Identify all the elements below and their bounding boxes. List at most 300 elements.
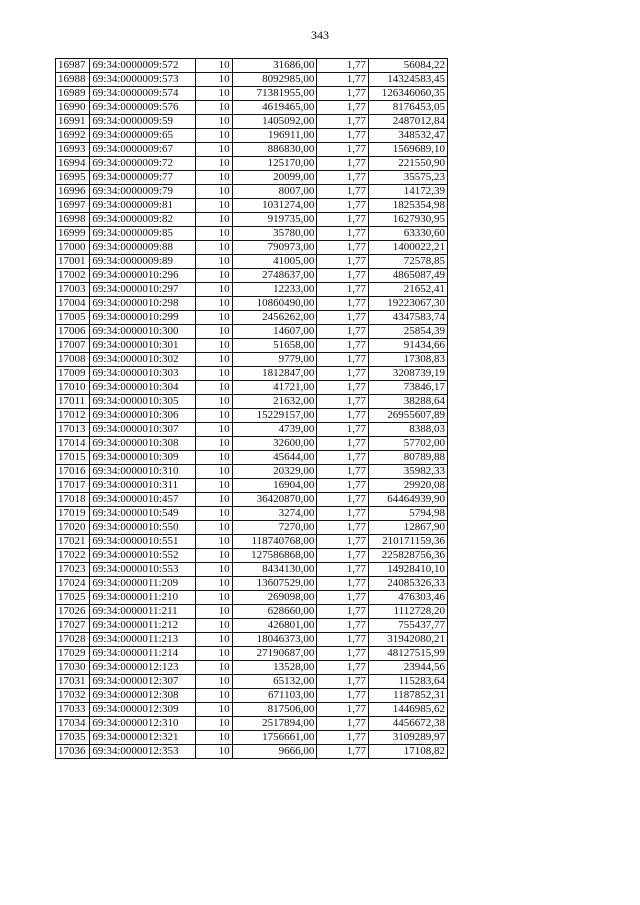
rate-cell: 10 (196, 241, 232, 255)
cadastral-number-cell: 69:34:0000010:457 (90, 493, 196, 507)
table-row (56, 493, 448, 507)
coefficient-cell: 1,77 (317, 199, 369, 213)
value-cell: 25854,39 (368, 325, 447, 339)
table-row (56, 675, 448, 689)
row-number-cell: 17027 (56, 619, 90, 633)
value-cell: 1627930,95 (368, 213, 447, 227)
cadastral-number-cell: 69:34:0000009:574 (90, 87, 196, 101)
value-cell: 3208739,19 (368, 367, 447, 381)
cadastral-number-cell: 69:34:0000010:306 (90, 409, 196, 423)
value-cell: 225828756,36 (368, 549, 447, 563)
coefficient-cell: 1,77 (317, 325, 369, 339)
area-cell: 20099,00 (232, 171, 317, 185)
value-cell: 4347583,74 (368, 311, 447, 325)
rate-cell: 10 (196, 157, 232, 171)
cadastral-number-cell: 69:34:0000010:298 (90, 297, 196, 311)
table-row (56, 717, 448, 731)
value-cell: 72578,85 (368, 255, 447, 269)
area-cell: 16904,00 (232, 479, 317, 493)
cadastral-number-cell: 69:34:0000010:302 (90, 353, 196, 367)
rate-cell: 10 (196, 521, 232, 535)
cadastral-number-cell: 69:34:0000009:72 (90, 157, 196, 171)
cadastral-number-cell: 69:34:0000011:212 (90, 619, 196, 633)
value-cell: 38288,64 (368, 395, 447, 409)
coefficient-cell: 1,77 (317, 339, 369, 353)
table-row (56, 311, 448, 325)
coefficient-cell: 1,77 (317, 437, 369, 451)
row-number-cell: 17004 (56, 297, 90, 311)
value-cell: 14324583,45 (368, 73, 447, 87)
coefficient-cell: 1,77 (317, 101, 369, 115)
table-row (56, 339, 448, 353)
row-number-cell: 17031 (56, 675, 90, 689)
table-row (56, 143, 448, 157)
area-cell: 9666,00 (232, 745, 317, 759)
row-number-cell: 16994 (56, 157, 90, 171)
row-number-cell: 17036 (56, 745, 90, 759)
rate-cell: 10 (196, 101, 232, 115)
rate-cell: 10 (196, 171, 232, 185)
table-row (56, 731, 448, 745)
cadastral-number-cell: 69:34:0000009:576 (90, 101, 196, 115)
value-cell: 5794,98 (368, 507, 447, 521)
row-number-cell: 17011 (56, 395, 90, 409)
value-cell: 4456672,38 (368, 717, 447, 731)
area-cell: 51658,00 (232, 339, 317, 353)
rate-cell: 10 (196, 395, 232, 409)
value-cell: 126346060,35 (368, 87, 447, 101)
value-cell: 17308,83 (368, 353, 447, 367)
table-row (56, 409, 448, 423)
coefficient-cell: 1,77 (317, 59, 369, 73)
coefficient-cell: 1,77 (317, 675, 369, 689)
table-row (56, 535, 448, 549)
rate-cell: 10 (196, 297, 232, 311)
rate-cell: 10 (196, 423, 232, 437)
table-row (56, 381, 448, 395)
row-number-cell: 16989 (56, 87, 90, 101)
row-number-cell: 17021 (56, 535, 90, 549)
value-cell: 3109289,97 (368, 731, 447, 745)
coefficient-cell: 1,77 (317, 297, 369, 311)
rate-cell: 10 (196, 213, 232, 227)
row-number-cell: 17020 (56, 521, 90, 535)
coefficient-cell: 1,77 (317, 703, 369, 717)
cadastral-number-cell: 69:34:0000010:297 (90, 283, 196, 297)
coefficient-cell: 1,77 (317, 129, 369, 143)
value-cell: 755437,77 (368, 619, 447, 633)
value-cell: 1569689,10 (368, 143, 447, 157)
table-row (56, 577, 448, 591)
table-row (56, 129, 448, 143)
table-row (56, 297, 448, 311)
coefficient-cell: 1,77 (317, 507, 369, 521)
table-row (56, 101, 448, 115)
area-cell: 12233,00 (232, 283, 317, 297)
rate-cell: 10 (196, 129, 232, 143)
cadastral-number-cell: 69:34:0000009:85 (90, 227, 196, 241)
row-number-cell: 17014 (56, 437, 90, 451)
rate-cell: 10 (196, 633, 232, 647)
area-cell: 7270,00 (232, 521, 317, 535)
table-row (56, 703, 448, 717)
area-cell: 125170,00 (232, 157, 317, 171)
value-cell: 73846,17 (368, 381, 447, 395)
row-number-cell: 17013 (56, 423, 90, 437)
area-cell: 817506,00 (232, 703, 317, 717)
coefficient-cell: 1,77 (317, 255, 369, 269)
coefficient-cell: 1,77 (317, 535, 369, 549)
value-cell: 8388,03 (368, 423, 447, 437)
table-row (56, 745, 448, 759)
table-row (56, 605, 448, 619)
value-cell: 80789,88 (368, 451, 447, 465)
value-cell: 14172,39 (368, 185, 447, 199)
table-row (56, 423, 448, 437)
rate-cell: 10 (196, 605, 232, 619)
cadastral-number-cell: 69:34:0000010:553 (90, 563, 196, 577)
area-cell: 269098,00 (232, 591, 317, 605)
coefficient-cell: 1,77 (317, 647, 369, 661)
value-cell: 8176453,05 (368, 101, 447, 115)
cadastral-number-cell: 69:34:0000011:211 (90, 605, 196, 619)
rate-cell: 10 (196, 661, 232, 675)
coefficient-cell: 1,77 (317, 465, 369, 479)
value-cell: 2487012,84 (368, 115, 447, 129)
table-row (56, 479, 448, 493)
cadastral-number-cell: 69:34:0000009:81 (90, 199, 196, 213)
table-row (56, 115, 448, 129)
rate-cell: 10 (196, 465, 232, 479)
table-row (56, 451, 448, 465)
row-number-cell: 17019 (56, 507, 90, 521)
value-cell: 21652,41 (368, 283, 447, 297)
area-cell: 32600,00 (232, 437, 317, 451)
table-row (56, 521, 448, 535)
cadastral-number-cell: 69:34:0000009:572 (90, 59, 196, 73)
area-cell: 628660,00 (232, 605, 317, 619)
coefficient-cell: 1,77 (317, 661, 369, 675)
table-row (56, 325, 448, 339)
table-row (56, 199, 448, 213)
value-cell: 476303,46 (368, 591, 447, 605)
coefficient-cell: 1,77 (317, 577, 369, 591)
value-cell: 1446985,62 (368, 703, 447, 717)
table-row (56, 549, 448, 563)
area-cell: 9779,00 (232, 353, 317, 367)
cadastral-number-cell: 69:34:0000010:304 (90, 381, 196, 395)
rate-cell: 10 (196, 717, 232, 731)
rate-cell: 10 (196, 647, 232, 661)
table-row (56, 465, 448, 479)
table-row (56, 171, 448, 185)
table-row (56, 353, 448, 367)
value-cell: 48127515,99 (368, 647, 447, 661)
row-number-cell: 17018 (56, 493, 90, 507)
area-cell: 8092985,00 (232, 73, 317, 87)
row-number-cell: 16997 (56, 199, 90, 213)
cadastral-number-cell: 69:34:0000012:308 (90, 689, 196, 703)
value-cell: 348532,47 (368, 129, 447, 143)
value-cell: 63330,60 (368, 227, 447, 241)
area-cell: 8007,00 (232, 185, 317, 199)
area-cell: 20329,00 (232, 465, 317, 479)
coefficient-cell: 1,77 (317, 619, 369, 633)
cadastral-number-cell: 69:34:0000009:82 (90, 213, 196, 227)
row-number-cell: 17026 (56, 605, 90, 619)
rate-cell: 10 (196, 325, 232, 339)
coefficient-cell: 1,77 (317, 689, 369, 703)
data-table-container (55, 58, 448, 759)
coefficient-cell: 1,77 (317, 381, 369, 395)
table-row (56, 283, 448, 297)
rate-cell: 10 (196, 675, 232, 689)
row-number-cell: 17009 (56, 367, 90, 381)
table-row (56, 689, 448, 703)
coefficient-cell: 1,77 (317, 87, 369, 101)
row-number-cell: 17030 (56, 661, 90, 675)
row-number-cell: 17029 (56, 647, 90, 661)
area-cell: 1756661,00 (232, 731, 317, 745)
rate-cell: 10 (196, 689, 232, 703)
rate-cell: 10 (196, 199, 232, 213)
coefficient-cell: 1,77 (317, 493, 369, 507)
area-cell: 8434130,00 (232, 563, 317, 577)
row-number-cell: 17035 (56, 731, 90, 745)
value-cell: 4865087,49 (368, 269, 447, 283)
area-cell: 1405092,00 (232, 115, 317, 129)
coefficient-cell: 1,77 (317, 171, 369, 185)
table-row (56, 59, 448, 73)
rate-cell: 10 (196, 507, 232, 521)
rate-cell: 10 (196, 185, 232, 199)
coefficient-cell: 1,77 (317, 633, 369, 647)
area-cell: 31686,00 (232, 59, 317, 73)
area-cell: 196911,00 (232, 129, 317, 143)
rate-cell: 10 (196, 311, 232, 325)
area-cell: 886830,00 (232, 143, 317, 157)
area-cell: 790973,00 (232, 241, 317, 255)
area-cell: 71381955,00 (232, 87, 317, 101)
value-cell: 210171159,36 (368, 535, 447, 549)
row-number-cell: 17034 (56, 717, 90, 731)
area-cell: 65132,00 (232, 675, 317, 689)
coefficient-cell: 1,77 (317, 367, 369, 381)
cadastral-number-cell: 69:34:0000012:307 (90, 675, 196, 689)
value-cell: 17108,82 (368, 745, 447, 759)
cadastral-number-cell: 69:34:0000010:311 (90, 479, 196, 493)
row-number-cell: 16990 (56, 101, 90, 115)
area-cell: 18046373,00 (232, 633, 317, 647)
rate-cell: 10 (196, 409, 232, 423)
area-cell: 4619465,00 (232, 101, 317, 115)
value-cell: 64464939,90 (368, 493, 447, 507)
coefficient-cell: 1,77 (317, 549, 369, 563)
table-row (56, 241, 448, 255)
row-number-cell: 16999 (56, 227, 90, 241)
coefficient-cell: 1,77 (317, 591, 369, 605)
row-number-cell: 16993 (56, 143, 90, 157)
rate-cell: 10 (196, 549, 232, 563)
area-cell: 118740768,00 (232, 535, 317, 549)
rate-cell: 10 (196, 339, 232, 353)
value-cell: 14928410,10 (368, 563, 447, 577)
value-cell: 1825354,98 (368, 199, 447, 213)
area-cell: 1031274,00 (232, 199, 317, 213)
page-number: 343 (311, 28, 329, 42)
value-cell: 1400022,21 (368, 241, 447, 255)
cadastral-number-cell: 69:34:0000009:59 (90, 115, 196, 129)
value-cell: 31942080,21 (368, 633, 447, 647)
row-number-cell: 17005 (56, 311, 90, 325)
table-row (56, 591, 448, 605)
row-number-cell: 16992 (56, 129, 90, 143)
value-cell: 26955607,89 (368, 409, 447, 423)
cadastral-number-cell: 69:34:0000012:310 (90, 717, 196, 731)
data-table (55, 58, 448, 759)
area-cell: 4739,00 (232, 423, 317, 437)
row-number-cell: 17025 (56, 591, 90, 605)
coefficient-cell: 1,77 (317, 605, 369, 619)
row-number-cell: 17024 (56, 577, 90, 591)
table-row (56, 255, 448, 269)
rate-cell: 10 (196, 437, 232, 451)
table-row (56, 507, 448, 521)
value-cell: 35982,33 (368, 465, 447, 479)
table-row (56, 647, 448, 661)
cadastral-number-cell: 69:34:0000010:299 (90, 311, 196, 325)
row-number-cell: 17022 (56, 549, 90, 563)
table-row (56, 437, 448, 451)
row-number-cell: 17006 (56, 325, 90, 339)
coefficient-cell: 1,77 (317, 353, 369, 367)
rate-cell: 10 (196, 563, 232, 577)
cadastral-number-cell: 69:34:0000009:89 (90, 255, 196, 269)
coefficient-cell: 1,77 (317, 479, 369, 493)
coefficient-cell: 1,77 (317, 269, 369, 283)
value-cell: 24085326,33 (368, 577, 447, 591)
row-number-cell: 17033 (56, 703, 90, 717)
cadastral-number-cell: 69:34:0000010:551 (90, 535, 196, 549)
coefficient-cell: 1,77 (317, 521, 369, 535)
rate-cell: 10 (196, 115, 232, 129)
cadastral-number-cell: 69:34:0000012:309 (90, 703, 196, 717)
rate-cell: 10 (196, 73, 232, 87)
cadastral-number-cell: 69:34:0000010:300 (90, 325, 196, 339)
area-cell: 13607529,00 (232, 577, 317, 591)
coefficient-cell: 1,77 (317, 423, 369, 437)
row-number-cell: 17000 (56, 241, 90, 255)
coefficient-cell: 1,77 (317, 717, 369, 731)
cadastral-number-cell: 69:34:0000009:88 (90, 241, 196, 255)
area-cell: 127586868,00 (232, 549, 317, 563)
table-row (56, 661, 448, 675)
rate-cell: 10 (196, 283, 232, 297)
cadastral-number-cell: 69:34:0000010:310 (90, 465, 196, 479)
area-cell: 10860490,00 (232, 297, 317, 311)
table-row (56, 87, 448, 101)
rate-cell: 10 (196, 493, 232, 507)
area-cell: 41005,00 (232, 255, 317, 269)
area-cell: 41721,00 (232, 381, 317, 395)
rate-cell: 10 (196, 87, 232, 101)
table-body (56, 59, 448, 759)
cadastral-number-cell: 69:34:0000010:308 (90, 437, 196, 451)
row-number-cell: 17007 (56, 339, 90, 353)
cadastral-number-cell: 69:34:0000012:123 (90, 661, 196, 675)
row-number-cell: 16988 (56, 73, 90, 87)
row-number-cell: 17015 (56, 451, 90, 465)
coefficient-cell: 1,77 (317, 157, 369, 171)
cadastral-number-cell: 69:34:0000010:549 (90, 507, 196, 521)
rate-cell: 10 (196, 703, 232, 717)
value-cell: 57702,00 (368, 437, 447, 451)
area-cell: 3274,00 (232, 507, 317, 521)
row-number-cell: 17001 (56, 255, 90, 269)
coefficient-cell: 1,77 (317, 563, 369, 577)
cadastral-number-cell: 69:34:0000012:353 (90, 745, 196, 759)
cadastral-number-cell: 69:34:0000010:309 (90, 451, 196, 465)
area-cell: 1812847,00 (232, 367, 317, 381)
area-cell: 45644,00 (232, 451, 317, 465)
row-number-cell: 17010 (56, 381, 90, 395)
table-row (56, 633, 448, 647)
cadastral-number-cell: 69:34:0000009:65 (90, 129, 196, 143)
cadastral-number-cell: 69:34:0000010:307 (90, 423, 196, 437)
row-number-cell: 16987 (56, 59, 90, 73)
rate-cell: 10 (196, 591, 232, 605)
rate-cell: 10 (196, 479, 232, 493)
value-cell: 1112728,20 (368, 605, 447, 619)
row-number-cell: 17003 (56, 283, 90, 297)
row-number-cell: 16996 (56, 185, 90, 199)
area-cell: 671103,00 (232, 689, 317, 703)
value-cell: 221550,90 (368, 157, 447, 171)
row-number-cell: 17032 (56, 689, 90, 703)
area-cell: 2456262,00 (232, 311, 317, 325)
cadastral-number-cell: 69:34:0000010:552 (90, 549, 196, 563)
coefficient-cell: 1,77 (317, 185, 369, 199)
value-cell: 23944,56 (368, 661, 447, 675)
rate-cell: 10 (196, 353, 232, 367)
cadastral-number-cell: 69:34:0000010:303 (90, 367, 196, 381)
coefficient-cell: 1,77 (317, 283, 369, 297)
table-row (56, 157, 448, 171)
row-number-cell: 17008 (56, 353, 90, 367)
area-cell: 2517894,00 (232, 717, 317, 731)
coefficient-cell: 1,77 (317, 115, 369, 129)
value-cell: 29920,08 (368, 479, 447, 493)
table-row (56, 367, 448, 381)
row-number-cell: 16998 (56, 213, 90, 227)
cadastral-number-cell: 69:34:0000009:79 (90, 185, 196, 199)
area-cell: 426801,00 (232, 619, 317, 633)
area-cell: 35780,00 (232, 227, 317, 241)
rate-cell: 10 (196, 451, 232, 465)
table-row (56, 563, 448, 577)
row-number-cell: 17016 (56, 465, 90, 479)
rate-cell: 10 (196, 255, 232, 269)
rate-cell: 10 (196, 577, 232, 591)
cadastral-number-cell: 69:34:0000009:77 (90, 171, 196, 185)
coefficient-cell: 1,77 (317, 213, 369, 227)
row-number-cell: 17012 (56, 409, 90, 423)
area-cell: 919735,00 (232, 213, 317, 227)
area-cell: 2748637,00 (232, 269, 317, 283)
value-cell: 115283,64 (368, 675, 447, 689)
coefficient-cell: 1,77 (317, 311, 369, 325)
rate-cell: 10 (196, 381, 232, 395)
